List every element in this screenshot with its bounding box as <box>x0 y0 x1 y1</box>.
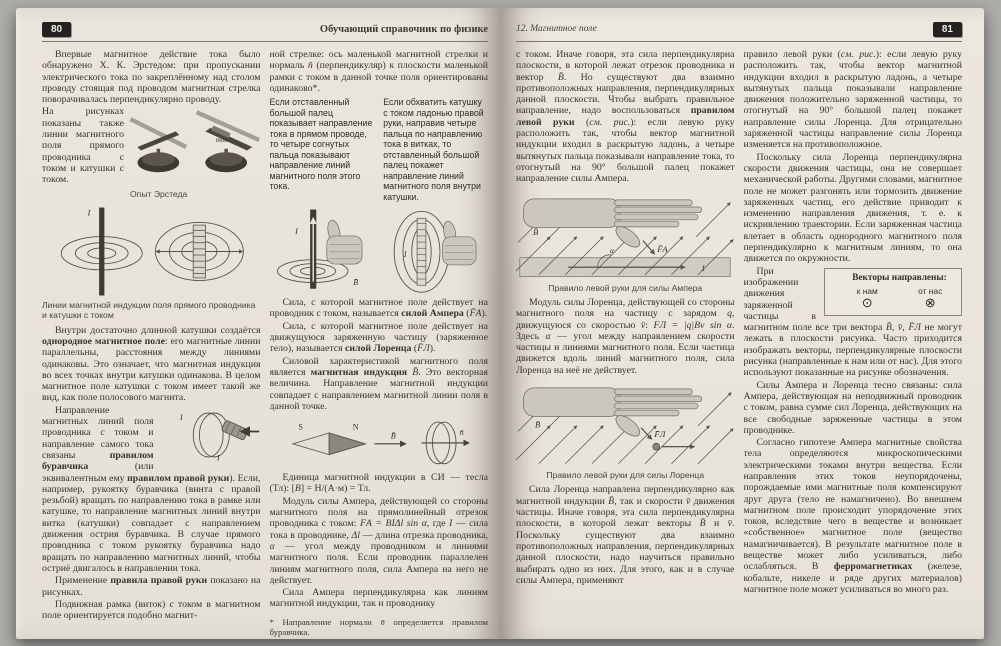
figure-caption: Правило левой руки для силы Ампера <box>548 282 703 293</box>
left-hand <box>524 198 702 250</box>
paragraph: правило левой руки (см. рис.): если левую руку расположить так, чтобы вектор магнитной индукции входил в раскрытую ладонь, а четыре вытянутых пальца показывали направление движения положительно заряженной частицы, то отогнутый на 90° большой палец покажет направление силы Лоренца. Для отрицательно заряженной частицы направление силы Лоренца изменяется на противоположное. <box>743 49 962 151</box>
paragraph: Впервые магнитное действие тока было обнаружено Х. К. Эрстедом: при пропускании электрического тока по закреплённому над столом проводу стоящая под проводом магнитная стрелка поворачивалась перпендикулярно проводу. <box>42 49 261 106</box>
paragraph: Модуль силы Ампера, действующей со стороны магнитного поля на прямолинейный отрезок проводника с током: FА = BIΔl sin α, где I — сила тока в проводнике, Δl — длина отрезка проводника, α — угол между проводником и линиями магнитного поля. Если проводник параллелен линиям магнитного поля, сила Ампера на него не действует. <box>269 495 488 586</box>
alpha-angle-label: α <box>610 245 615 255</box>
paragraph: Поскольку сила Лоренца перпендикулярна скорости движения частицы, она не совершает механической работы. Другими словами, магнитное поле не может разгонять или тормозить движение заряженных частиц, его действие приводит к изменению направления движения, т. е. к искривлению траектории. Если заряженная частица влетает в область однородного магнитного поля перпендикулярно к магнитным линиям, то она движется по окружности. <box>743 151 962 265</box>
page-number-badge: 81 <box>933 22 962 37</box>
note-straight-wire: Если отставленный большой палец показывает направление тока в прямом проводе, то четыре согнутых пальца показывают направление линий магнитного поля этого тока. <box>269 97 373 192</box>
ampere-force-label: F̄А <box>657 243 668 254</box>
wire-hand-figure <box>270 206 375 294</box>
current-symbol: I <box>403 250 407 260</box>
gimlet-rule-figure <box>160 407 261 466</box>
page-81-column-2 <box>744 49 963 596</box>
paragraph: Сила Ампера перпендикулярна как линиям магнитной индукции, так и проводнику <box>269 587 488 610</box>
paragraph: Силы Ампера и Лоренца тесно связаны: сила Ампера, действующая на неподвижный проводник с током, равна сумме сил Лоренца, действующих на все свободные заряженные частицы в этом проводнике. <box>743 379 962 436</box>
page-80-header <box>42 20 488 42</box>
book <box>16 8 984 639</box>
normal-vector-label: n̄ <box>459 427 464 437</box>
right-hand-rule-notes <box>270 97 489 202</box>
left-hand-rule-ampere-figure <box>516 186 735 282</box>
current-symbol: I <box>702 262 705 273</box>
oersted-figure-row <box>42 106 261 188</box>
paragraph: Векторы направлены: к нам ⊙ от нас ⊗ При изображении движения заряженной частицы в магнитном поле все три вектора B̄, v̄, F̄Л не могут лежать в плоскости рисунка. Часто приходится изображать векторы, перпендикулярные плоскости рисунка (направленные к нам или от нас). Для этого используют показанные на рисунке обозначения. <box>743 265 962 379</box>
dot-in-circle-icon: ⊙ <box>861 294 873 310</box>
page-80-column-2 <box>270 49 489 638</box>
figure-caption: Линии магнитной индукции поля прямого проводника и катушки с током <box>42 299 256 321</box>
current-symbol: I <box>216 453 220 463</box>
cross-in-circle-icon: ⊗ <box>924 294 936 310</box>
paragraph: ной стрелке: ось маленькой магнитной стрелки и нормаль n̄ (перпендикуляр) к плоскости маленькой рамки с током в данной точке поля ориентированы одинаково*. <box>269 49 488 94</box>
south-pole-label: S <box>298 422 303 432</box>
running-header: Обучающий справочник по физике <box>319 23 488 35</box>
figure-caption: Опыт Эрстеда <box>130 189 188 200</box>
coil-hand-figure <box>383 206 488 294</box>
lorentz-force-label: F̄Л <box>654 429 666 440</box>
page-81-header <box>516 20 962 42</box>
right-hand-thumb-up <box>326 219 362 264</box>
page-81-column-1 <box>516 49 735 596</box>
right-hand-thumb-up <box>441 220 475 265</box>
magnet-induction-figure <box>270 413 489 471</box>
vector-notation-box <box>824 268 962 316</box>
left-hand <box>524 388 702 440</box>
b-vector-label: B̄ <box>535 419 541 430</box>
page-80-columns <box>42 49 488 638</box>
toward-viewer-label: к нам <box>856 285 878 296</box>
away-from-viewer-label: от нас <box>918 285 943 296</box>
b-vector-label: B̄ <box>533 226 539 237</box>
right-hand-figures-row <box>270 205 489 295</box>
paragraph: Сила Лоренца направлена перпендикулярно как магнитной индукции B̄, так и скорости v̄ движения частицы. Иначе говоря, эта сила перпендикулярна плоскости, в которой лежат векторы B̄ и v̄. Поскольку существуют два взаимно противоположных направления, перпендикулярных данной плоскости, надо научиться правильно выбирать одно из них. Для этого, как и в случае силы Ампера, применяют <box>516 484 735 586</box>
paragraph: Сила, с которой магнитное поле действует на проводник с током, называется силой Ампера (F̄А). <box>269 297 488 320</box>
vector-box-row <box>830 286 956 310</box>
page-81-columns <box>516 49 962 596</box>
vector-box-title: Векторы направлены: <box>852 272 947 283</box>
chapter-header: 12. Магнитное поле <box>516 24 597 34</box>
page-80 <box>16 8 500 639</box>
paragraph: Единица магнитной индукции в СИ — тесла (Тл): [B] = Н/(А·м) = Тл. <box>269 472 488 495</box>
paragraph: Согласно гипотезе Ампера магнитные свойства тела определяются микроскопическими электрическими токами внутри вещества. Если направления этих токов неупорядочены, порождаемые ими магнитные поля компенсируют друг друга (тело не намагничено). Во внешнем магнитном поле происходит упорядочение этих токов, вследствие чего в веществе и возникает «собственное» магнитное поле (вещество намагничивается). В результате магнитное поле в веществе может либо усиливаться, либо ослабляться. В ферромагнетиках (железе, кобальте, никеле и ряде других материалов) магнитное поле может усиливаться во много раз. <box>743 437 962 595</box>
paragraph: Сила, с которой магнитное поле действует на движущуюся заряженную частицу (заряженное тело), называется силой Лоренца (F̄Л). <box>269 320 488 355</box>
page-80-column-1 <box>42 49 261 638</box>
current-symbol: I <box>179 412 183 422</box>
oersted-experiment-figure <box>128 107 260 187</box>
footnote: * Направление нормали n̄ определяется правилом буравчика. <box>269 616 488 638</box>
page-81 <box>500 8 984 639</box>
paragraph: Внутри достаточно длинной катушки создаётся однородное магнитное поле: его магнитные линии параллельны, расстояния между линиями одинаковы. Это означает, что магнитная индукция во всех точках внутри катушки одинакова. В целом магнитное поле катушки с током имеет такой же вид, как поле полосового магнита. <box>42 324 261 404</box>
paragraph: Модуль силы Лоренца, действующей со стороны магнитного поля на частицу с зарядом q, движущуюся со скоростью v̄: FЛ = |q|Bv sin α. Здесь α — угол между направлением скорости частицы и линиями магнитного поля. Если частица движется вдоль линий магнитного поля, сила Лоренца на неё не действует. <box>516 296 735 376</box>
figure-caption: Правило левой руки для силы Лоренца <box>546 470 705 481</box>
left-hand-rule-lorentz-figure <box>516 377 735 469</box>
paragraph: с током. Иначе говоря, эта сила перпендикулярна плоскости, в которой лежат отрезок проводника и вектор B̄. Но существуют два взаимно противоположных направления, перпендикулярных данной плоскости. Чтобы выбрать правильное направление, надо воспользоваться правилом левой руки (см. рис.): если левую руку расположить так, чтобы вектор магнитной индукции входил в раскрытую ладонь, а четыре вытянутых пальца показывали направление тока, то отогнутый на 90° большой палец покажет направление силы Ампера. <box>516 49 735 185</box>
page-number-badge: 80 <box>42 22 71 37</box>
current-symbol: I <box>87 208 91 218</box>
paragraph: Применение правила правой руки показано на рисунках. <box>42 575 261 598</box>
b-vector-label: B̄ <box>390 431 396 441</box>
field-lines-figure <box>42 204 261 299</box>
current-symbol: I <box>295 227 298 237</box>
b-vector-label: B̄ <box>353 278 358 288</box>
note-coil: Если обхватить катушку с током ладонью правой руки, направив четыре пальца по направлению тока в витках, то отставленный большой палец покажет направление линий магнитного поля внутри катушки. <box>383 97 484 202</box>
current-label: ток <box>215 136 228 145</box>
paragraph: На рисунках показаны также линии магнитного поля прямого проводника с током и катушки с током. <box>42 106 124 186</box>
paragraph: Подвижная рамка (виток) с током в магнитном поле ориентируется подобно магнит- <box>42 598 261 622</box>
north-pole-label: N <box>352 422 359 432</box>
paragraph: I I Направление магнитных линий поля проводника с током и направление самого тока связаны правилом буравчика (или эквивалентным ему правилом правой руки). Если, например, рукоятку буравчика (винта с правой резьбой) вращать по направлению тока в рамке или катушке, то направление магнитных линий внутри витка (катушки) совпадает с направлением движения острия буравчика. В случае прямого проводника с током рукоятку буравчика надо вращать по направлению магнитных линий, чтобы остриё двигалось в направлении тока. <box>42 404 261 574</box>
paragraph: Силовой характеристикой магнитного поля является магнитная индукция B̄. Это векторная величина. Направление магнитной индукции совпадает с направлением магнитной линии поля в данной точке. <box>269 355 488 412</box>
